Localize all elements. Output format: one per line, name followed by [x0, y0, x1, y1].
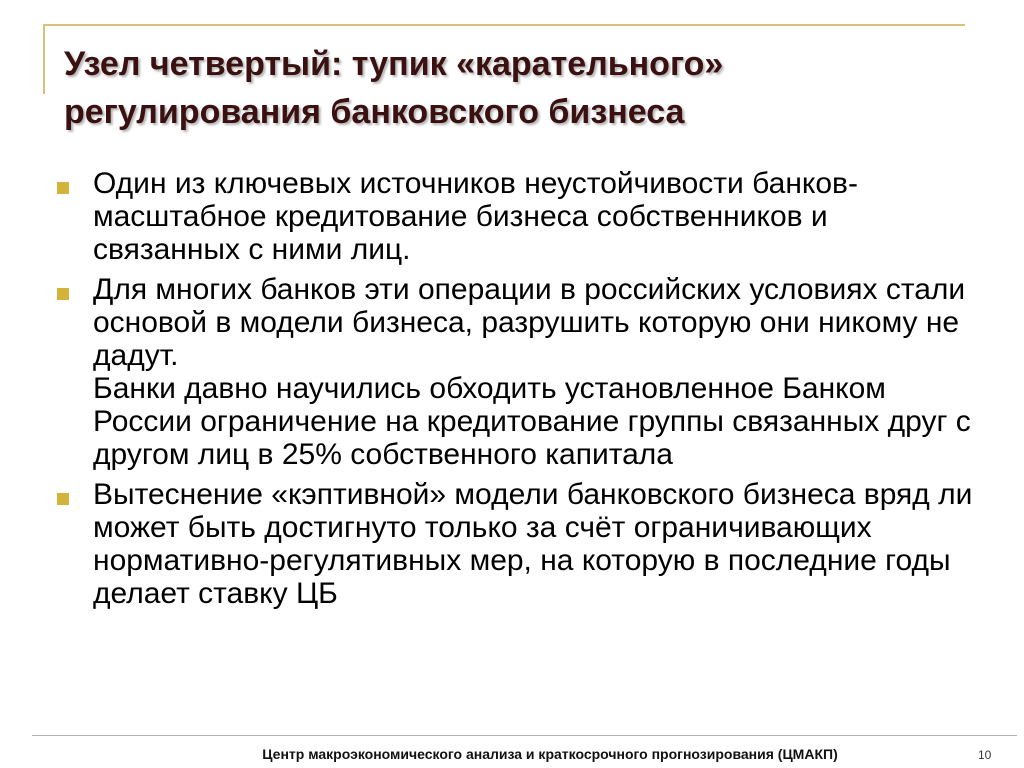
bullet-item: [55, 167, 975, 266]
title-frame-top-line: [43, 24, 965, 26]
footer-organization: Центр макроэкономического анализа и краткосрочного прогнозирования (ЦМАКП): [262, 746, 838, 762]
bullet-text: Для многих банков эти операции в российских условиях стали основой в модели бизнеса, разрушить которую они никому не дадут.: [93, 273, 966, 372]
square-bullet-icon: [57, 493, 69, 505]
bullet-list: [55, 167, 975, 617]
slide-title-line-1: Узел четвертый: тупик «карательного»: [64, 45, 724, 83]
square-bullet-icon: [57, 182, 69, 194]
slide-title-line-2: регулирования банковского бизнеса: [64, 93, 685, 131]
footer-divider: [32, 735, 1017, 736]
bullet-text-continuation: Банки давно научились обходить установленное Банком России ограничение на кредитование группы связанных друг с другом лиц в 25% собственного капитала: [93, 372, 971, 471]
bullet-item: [55, 478, 975, 610]
title-frame-left-line: [43, 24, 45, 94]
square-bullet-icon: [57, 288, 69, 300]
page-number: 10: [978, 748, 992, 762]
bullet-text: Один из ключевых источников неустойчивости банков- масштабное кредитование бизнеса собственников и связанных с ними лиц.: [93, 167, 858, 266]
bullet-item: [55, 273, 975, 471]
bullet-text: Вытеснение «кэптивной» модели банковского бизнеса вряд ли может быть достигнуто только за счёт ограничивающих нормативно-регулятивных мер, на которую в последние годы делает ставку ЦБ: [93, 478, 973, 610]
slide-title: [64, 40, 964, 136]
